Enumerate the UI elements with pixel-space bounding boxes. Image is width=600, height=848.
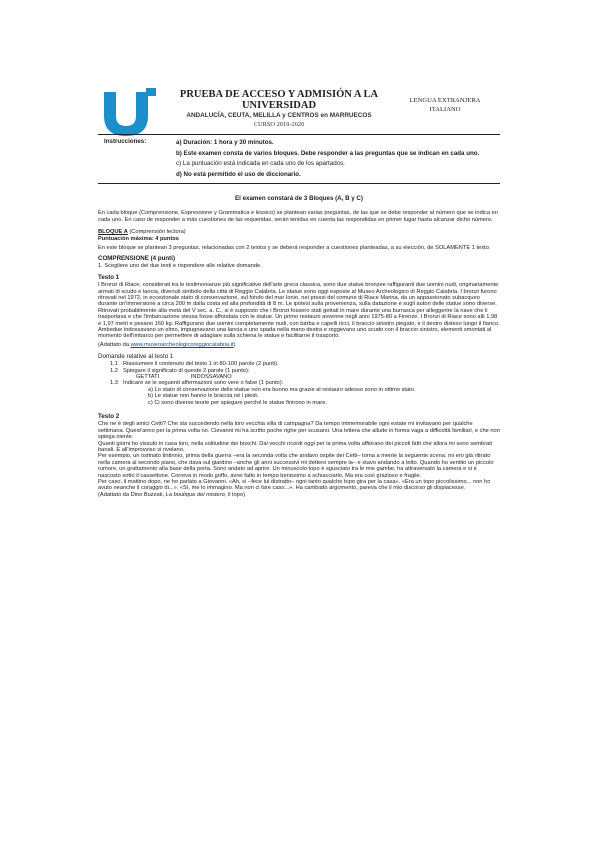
header-subtitle: ANDALUCÍA, CEUTA, MELILLA y CENTROS en MARRUECOS — [186, 112, 372, 119]
block-a-score: Puntuación máxima: 4 puntos — [98, 235, 179, 242]
testo1-source-prefix: (Adattato da — [98, 342, 131, 349]
testo2-paragraph: Per caso, il mattino dopo, ne ho parlato a Giovanni. «Ah, sì –fece lui distratto– ogni tanto qualche topo gira per la casa». «Era un topo piccolissimo... non ho avuto neanche il coraggio di...». «Sì, me lo immagino. Ma non ci fare caso...». Ha cambiato argomento, pareva che il mio discorso gli dispiacesse. — [98, 479, 491, 492]
domande1-title: Domande relative al testo 1 — [98, 352, 174, 360]
testo2-paragraph: Quanti giorni ho vissuto in casa loro, nella solitudine dei boschi. Dai vecchi ricordi oggi per la prima volta affiorano dei piccoli fatti che allora mi sono sembrati banali. E all'improvviso si rivelano. — [98, 440, 493, 453]
instructions-divider — [98, 183, 500, 184]
intro-paragraph: En cada bloque (Comprensione, Espressione y Grammatica e lessico) se plantean varias preguntas, de las que se debe responder al número que se indica en cada uno. En caso de responder a más cuestiones de las requeridas, serán tenidas en cuenta las respondidas en primer lugar hasta alcanzar dicho número. — [98, 210, 498, 223]
question-1-3-a: a) Lo stato di conservazione delle statue non era buono ma grazie al restauro adesso sono in ottimo stato. — [148, 386, 416, 393]
question-1-3-c: c) Ci sono diverse teorie per spiegare perché le statue finirono in mare. — [148, 399, 327, 406]
testo1-source-link[interactable]: www.museoarcheologicoreggiocalabria.it — [130, 342, 234, 349]
instruction-item: b) Este examen consta de varios bloques. Debe responder a las preguntas que se indican en cada uno. — [176, 149, 480, 157]
testo2-paragraph: Per esempio, un ostinato tintinnìo, prima della guerra –era la seconda volta che andavo ospite dei Cetti– torna a mente la seguente scena: mi ero già ritirato nella camera al secondo piano, che dava sul giardino –anche gli anni successivi mi dettero sempre la– e stavo andando a letto. Quando ho sentito un piccolo rumore, un grattamento alla base della porta. Sono andato ad aprire. Un minuscolo topo è sgusciato tra le mie gambe, ha attraversato la camera e si è nascosto sotto il cassettone. Correva in modo goffo, avrei fatto in tempo benissimo a schiacciarlo. Ma era così grazioso e fragile. — [98, 453, 494, 479]
question-1-1: 1.1 Riassumere il contenuto del testo 1 in 80-100 parole (2 punti). — [110, 361, 279, 368]
testo2-paragraph: Che ne è degli amici Cetti? Che sta succedendo nella loro vecchia villa di campagna? Da tempo immemorabile ogni estate mi invitavano per qualche settimana. Quest'anno per la prima volta no. Cievanni mi ha scritto poche righe per scusarsi. Una lettera che allude in forma vaga a difficoltà familiari, e che non spiega niente. — [98, 421, 500, 441]
question-1-3-b: b) Le statue non hanno le braccia né i piedi. — [148, 393, 259, 400]
instruction-item: a) Duración: 1 hora y 30 minutos. — [176, 139, 274, 146]
testo2-source-title: La boutique del mistero — [165, 491, 225, 498]
comprensione-item: 1. Scegliere uno dei due testi e rispondere alle relative domande. — [98, 263, 262, 270]
question-1-2-words: GETTATI INDOSSAVANO — [136, 373, 232, 380]
exam-content — [98, 196, 500, 498]
university-logo-icon — [98, 86, 160, 136]
header-subject: LENGUA EXTRANJERA ITALIANO — [409, 97, 481, 113]
block-a-title: BLOQUE A — [98, 229, 128, 236]
testo2-title: Testo 2 — [98, 412, 120, 420]
instructions-label: Instrucciones: — [104, 138, 147, 145]
instructions-list — [176, 138, 500, 180]
testo1-source — [98, 342, 500, 348]
block-a-title-note: (Comprensión lectora) — [129, 229, 186, 236]
comprensione-title: COMPRENSIONE (4 punti) — [98, 254, 175, 262]
block-a-heading — [98, 229, 500, 242]
testo1-source-suffix: ) — [233, 342, 236, 349]
question-1-2: 1.2 Spiegare il significato di queste 2 parole (1 punto): — [110, 367, 250, 374]
instruction-item: d) No está permitido el uso de diccionario. — [176, 170, 301, 178]
testo2-source: (Adattato da Dino Buzzati, La boutique del mistero, il topo) — [98, 491, 246, 498]
intro-heading: El examen constará de 3 Bloques (A, B y C) — [235, 195, 363, 202]
header-divider — [98, 134, 500, 135]
testo1-title: Testo 1 — [98, 273, 120, 281]
testo1-body: I Bronzi di Riace, considerati tra le testimonianze più significative dell'arte greca classica, sono due statue bronzee raffiguranti due uomini nudi, originariamente armati di scudo e lancia, divenuti simbolo della città di Reggio Calabria. Le statue sono oggi esposte al Museo Archeologico di Reggio Calabria. I bronzi furono ritrovati nel 1972, in eccezionale stato di conservazione, sul fondo del mar Ionio, nei pressi del comune di Riace Marina, da un appassionato subacqueo durante un'immersione a circa 200 m dalla costa ed alla profondità di 8 m. Le ipotesi sulla provenienza, sulla datazione e sugli autori delle statue sono diverse. Ritrovati probabilmente alla metà del V sec. a. C., si è supposto che i Bronzi fossero stati gettati in mare durante una burrasca per alleggerire la nave che li trasportava e che l'imbarcazione stessa fosse affondata con le statue. Un primo restauro avvenne negli anni 1975-80 a Firenze. I Bronzi di Riace sono alti 1,98 e 1,97 metri e pesano 160 kg. Raffigurano due uomini completamente nudi, con barba e capelli ricci, il braccio sinistro piegato, e il destro disteso lungo il fianco. Ambedue indossavano un elmo, impugnavano una lancia e uno spada nella mano destra e reggevano uno scudo con il braccio sinistro, elementi smontati al momento dell'imbarco per permettere di adagiare sulla schiena le statue e facilitarne il trasporto. — [98, 282, 500, 340]
instruction-item: c) La puntuación está indicada en cada uno de los apartados. — [176, 160, 345, 167]
header-title: PRUEBA DE ACCESO Y ADMISIÓN A LA UNIVERSIDAD — [179, 89, 379, 111]
block-a-description: En este bloque se plantean 3 preguntas, relacionadas con 2 textos y se deberá responder a cuestiones planteadas, a su elección, de SOLAMENTE 1 texto. — [98, 244, 491, 251]
question-1-3: 1.3 Indicare se le seguenti affermazioni sono vere o false (1 punto): — [110, 380, 284, 387]
header-course: CURSO 2019-2020 — [253, 121, 305, 128]
